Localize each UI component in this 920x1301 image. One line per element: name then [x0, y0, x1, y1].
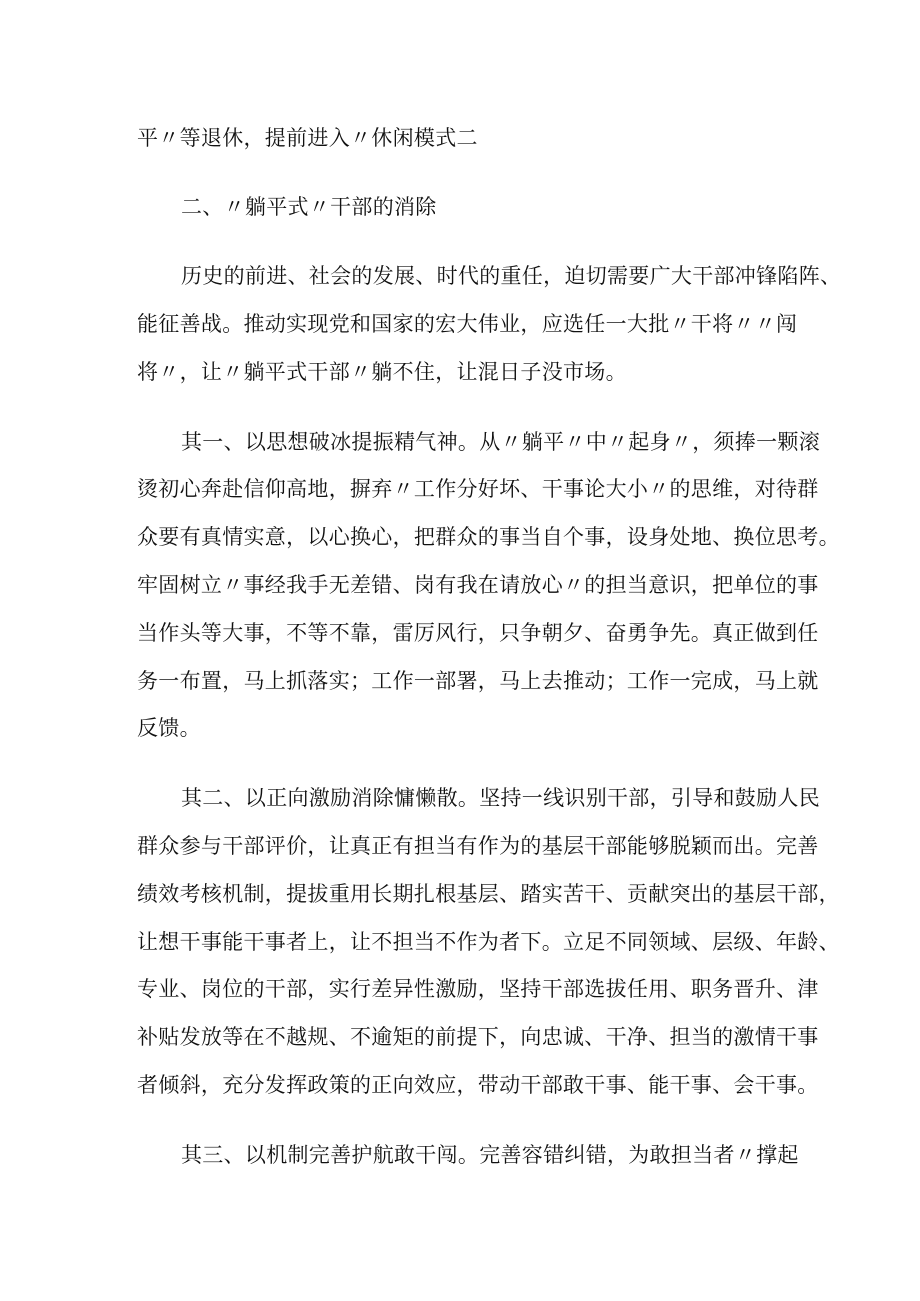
paragraph-3-line-1: 其二、以正向激励消除慵懒散。坚持一线识别干部，引导和鼓励人民 [181, 786, 820, 810]
paragraph-1-line-1: 历史的前进、社会的发展、时代的重任，迫切需要广大干部冲锋陷阵、 [181, 264, 842, 288]
paragraph-2-line-4: 牢固树立〃事经我手无差错、岗有我在请放心〃的担当意识，把单位的事 [137, 573, 819, 597]
paragraph-2-line-2: 烫初心奔赴信仰高地，摒弃〃工作分好坏、干事论大小〃的思维，对待群 [137, 477, 819, 501]
paragraph-3-line-7: 者倾斜，充分发挥政策的正向效应，带动干部敢干事、能干事、会干事。 [137, 1073, 819, 1097]
section-heading: 二、〃躺平式〃干部的消除 [181, 195, 437, 219]
paragraph-1-line-3: 将〃，让〃躺平式干部〃躺不住，让混日子没市场。 [137, 360, 627, 384]
paragraph-3-line-2: 群众参与干部评价，让真正有担当有作为的基层干部能够脱颖而出。完善 [137, 834, 819, 858]
paragraph-2-line-7: 反馈。 [137, 716, 201, 740]
paragraph-3-line-3: 绩效考核机制，提拔重用长期扎根基层、踏实苦干、贡献突出的基层干部， [137, 882, 840, 906]
paragraph-3-line-5: 专业、岗位的干部，实行差异性激励，坚持干部选拔任用、职务晋升、津 [137, 977, 819, 1001]
paragraph-2-line-5: 当作头等大事，不等不靠，雷厉风行，只争朝夕、奋勇争先。真正做到任 [137, 621, 819, 645]
paragraph-2-line-1: 其一、以思想破冰提振精气神。从〃躺平〃中〃起身〃，须捧一颗滚 [181, 430, 820, 454]
paragraph-1-line-2: 能征善战。推动实现党和国家的宏大伟业，应选任一大批〃干将〃〃闯 [137, 312, 798, 336]
intro-line: 平〃等退休，提前进入〃休闲模式二 [137, 126, 478, 150]
paragraph-3-line-6: 补贴发放等在不越规、不逾矩的前提下，向忠诚、干净、担当的激情干事 [137, 1025, 819, 1049]
paragraph-4-line-1: 其三、以机制完善护航敢干闯。完善容错纠错，为敢担当者〃撑起 [181, 1143, 799, 1167]
paragraph-2-line-6: 务一布置，马上抓落实；工作一部署，马上去推动；工作一完成，马上就 [137, 669, 819, 693]
paragraph-3-line-4: 让想干事能干事者上，让不担当不作为者下。立足不同领域、层级、年龄、 [137, 930, 840, 954]
paragraph-2-line-3: 众要有真情实意，以心换心，把群众的事当自个事，设身处地、换位思考。 [137, 525, 840, 549]
